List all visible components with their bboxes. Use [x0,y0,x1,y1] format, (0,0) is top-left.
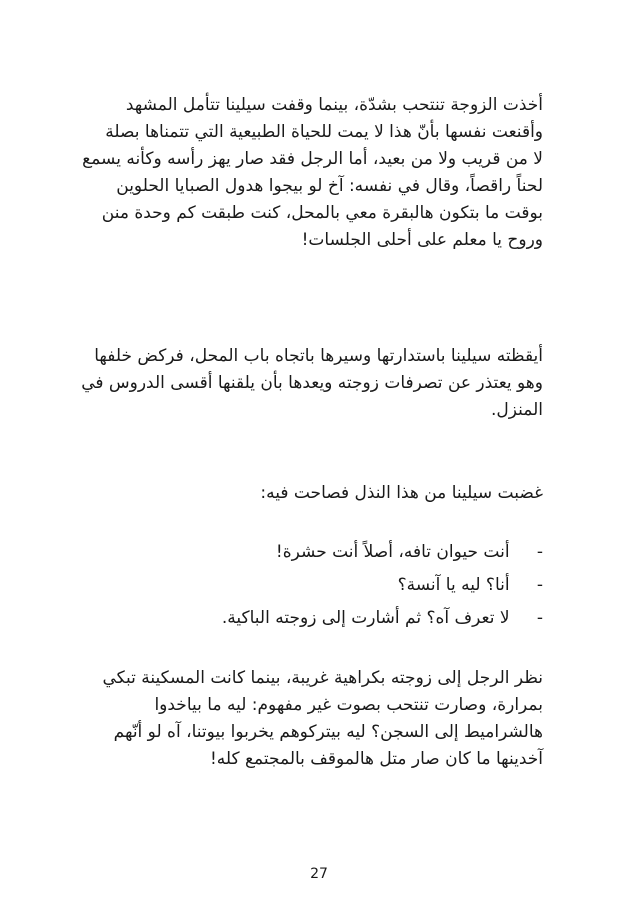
text-line: بمرارة، وصارت تنتحب بصوت غير مفهوم: ليه ما بياخدوا [154,695,543,715]
text-line: المنزل. [491,400,543,420]
text-line: غضبت سيلينا من هذا النذل فصاحت فيه: [260,483,543,503]
paragraph-1 [82,92,543,254]
dialogue-text: أنا؟ ليه يا آنسة؟ [397,575,510,595]
dialogue-line [95,602,543,635]
dialogue-text: لا تعرف آه؟ ثم أشارت إلى زوجته الباكية. [221,608,510,628]
text-line: آخدينها ما كان صار متل هالموقف بالمجتمع كله! [209,749,543,769]
text-line: بوقت ما بتكون هالبقرة معي بالمحل، كنت طبقت كم وحدة منن [101,203,543,223]
text-line: لا من قريب ولا من بعيد، أما الرجل فقد صار يهز رأسه وكأنه يسمع [82,149,543,169]
dialogue-line [95,569,543,602]
paragraph-3 [95,480,543,507]
page-number: 27 [310,866,328,882]
dialogue-text: أنت حيوان تافه، أصلاً أنت حشرة! [275,542,510,562]
paragraph-2 [81,343,543,424]
text-line: نظر الرجل إلى زوجته بكراهية غريبة، بينما كانت المسكينة تبكي [102,668,543,688]
text-line: أخذت الزوجة تنتحب بشدّة، بينما وقفت سيلينا تتأمل المشهد [125,95,543,115]
dialogue-line [95,536,543,569]
text-line: هالشراميط إلى السجن؟ ليه بيتركوهم يخربوا بيوتنا، آه لو أنّهم [113,722,543,742]
dialogue-dash: - [536,542,543,562]
text-line: وأقنعت نفسها بأنّ هذا لا يمت للحياة الطبيعية التي تتمناها بصلة [105,122,543,142]
dialogue-dash: - [536,608,543,628]
text-line: وروح يا معلم على أحلى الجلسات! [301,230,543,250]
text-line: لحناً راقصاً، وقال في نفسه: آخ لو بيجوا هدول الصبايا الحلوين [116,176,543,196]
paragraph-4 [95,665,543,773]
text-line: وهو يعتذر عن تصرفات زوجته ويعدها بأن يلقنها أقسى الدروس في [81,373,543,393]
text-line: أيقظته سيلينا باستدارتها وسيرها باتجاه باب المحل، فركض خلفها [94,346,543,366]
dialogue-list [95,536,543,635]
dialogue-dash: - [536,575,543,595]
